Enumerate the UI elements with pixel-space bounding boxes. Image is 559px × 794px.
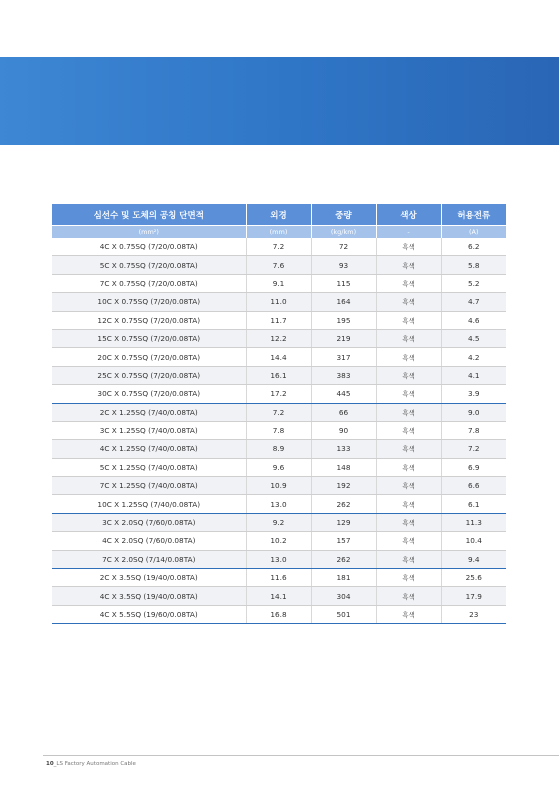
allowable-current-cell: 7.8	[441, 421, 506, 439]
color-cell: 흑색	[376, 274, 441, 292]
unit-cross-section: (mm²)	[52, 226, 246, 239]
cross-section-cell: 12C X 0.75SQ (7/20/0.08TA)	[52, 311, 246, 329]
outer-diameter-cell: 11.7	[246, 311, 311, 329]
allowable-current-cell: 5.8	[441, 256, 506, 274]
table-body	[52, 238, 506, 624]
table-row	[52, 477, 506, 495]
table-row	[52, 403, 506, 421]
outer-diameter-cell: 7.8	[246, 421, 311, 439]
color-cell: 흑색	[376, 311, 441, 329]
weight-cell: 157	[311, 532, 376, 550]
color-cell: 흑색	[376, 550, 441, 568]
color-cell: 흑색	[376, 513, 441, 531]
allowable-current-cell: 25.6	[441, 569, 506, 587]
table-row	[52, 550, 506, 568]
weight-cell: 133	[311, 440, 376, 458]
outer-diameter-cell: 17.2	[246, 385, 311, 403]
header-allowable-current: 허용전류	[441, 204, 506, 226]
table-row	[52, 421, 506, 439]
header-cross-section: 심선수 및 도체의 공칭 단면적	[52, 204, 246, 226]
weight-cell: 72	[311, 238, 376, 256]
color-cell: 흑색	[376, 532, 441, 550]
color-cell: 흑색	[376, 421, 441, 439]
cross-section-cell: 7C X 0.75SQ (7/20/0.08TA)	[52, 274, 246, 292]
cable-spec-table	[52, 204, 506, 624]
cross-section-cell: 15C X 0.75SQ (7/20/0.08TA)	[52, 329, 246, 347]
table-row	[52, 311, 506, 329]
table-row	[52, 440, 506, 458]
outer-diameter-cell: 7.6	[246, 256, 311, 274]
weight-cell: 148	[311, 458, 376, 476]
table-row	[52, 513, 506, 531]
allowable-current-cell: 9.4	[441, 550, 506, 568]
color-cell: 흑색	[376, 458, 441, 476]
table-units-row	[52, 226, 506, 239]
allowable-current-cell: 4.5	[441, 329, 506, 347]
color-cell: 흑색	[376, 385, 441, 403]
header-outer-diameter: 외경	[246, 204, 311, 226]
cross-section-cell: 5C X 0.75SQ (7/20/0.08TA)	[52, 256, 246, 274]
header-color: 색상	[376, 204, 441, 226]
weight-cell: 262	[311, 495, 376, 513]
outer-diameter-cell: 9.1	[246, 274, 311, 292]
color-cell: 흑색	[376, 256, 441, 274]
cross-section-cell: 3C X 2.0SQ (7/60/0.08TA)	[52, 513, 246, 531]
table-row	[52, 274, 506, 292]
allowable-current-cell: 4.6	[441, 311, 506, 329]
table-row	[52, 587, 506, 605]
outer-diameter-cell: 11.6	[246, 569, 311, 587]
allowable-current-cell: 4.1	[441, 366, 506, 384]
weight-cell: 181	[311, 569, 376, 587]
allowable-current-cell: 23	[441, 605, 506, 623]
outer-diameter-cell: 16.1	[246, 366, 311, 384]
header-banner	[0, 57, 559, 145]
outer-diameter-cell: 9.2	[246, 513, 311, 531]
table-row	[52, 293, 506, 311]
allowable-current-cell: 4.7	[441, 293, 506, 311]
allowable-current-cell: 6.1	[441, 495, 506, 513]
allowable-current-cell: 17.9	[441, 587, 506, 605]
color-cell: 흑색	[376, 440, 441, 458]
color-cell: 흑색	[376, 348, 441, 366]
allowable-current-cell: 11.3	[441, 513, 506, 531]
allowable-current-cell: 6.9	[441, 458, 506, 476]
color-cell: 흑색	[376, 477, 441, 495]
allowable-current-cell: 9.0	[441, 403, 506, 421]
weight-cell: 115	[311, 274, 376, 292]
color-cell: 흑색	[376, 366, 441, 384]
color-cell: 흑색	[376, 569, 441, 587]
cross-section-cell: 5C X 1.25SQ (7/40/0.08TA)	[52, 458, 246, 476]
allowable-current-cell: 3.9	[441, 385, 506, 403]
table-row	[52, 256, 506, 274]
color-cell: 흑색	[376, 587, 441, 605]
outer-diameter-cell: 13.0	[246, 550, 311, 568]
table-row	[52, 532, 506, 550]
color-cell: 흑색	[376, 293, 441, 311]
weight-cell: 445	[311, 385, 376, 403]
table-row	[52, 366, 506, 384]
cross-section-cell: 3C X 1.25SQ (7/40/0.08TA)	[52, 421, 246, 439]
weight-cell: 90	[311, 421, 376, 439]
unit-weight: (kg/km)	[311, 226, 376, 239]
outer-diameter-cell: 14.4	[246, 348, 311, 366]
cross-section-cell: 10C X 0.75SQ (7/20/0.08TA)	[52, 293, 246, 311]
cross-section-cell: 4C X 2.0SQ (7/60/0.08TA)	[52, 532, 246, 550]
outer-diameter-cell: 14.1	[246, 587, 311, 605]
cross-section-cell: 20C X 0.75SQ (7/20/0.08TA)	[52, 348, 246, 366]
weight-cell: 262	[311, 550, 376, 568]
allowable-current-cell: 10.4	[441, 532, 506, 550]
allowable-current-cell: 6.2	[441, 238, 506, 256]
cross-section-cell: 25C X 0.75SQ (7/20/0.08TA)	[52, 366, 246, 384]
outer-diameter-cell: 11.0	[246, 293, 311, 311]
unit-color: -	[376, 226, 441, 239]
outer-diameter-cell: 13.0	[246, 495, 311, 513]
weight-cell: 192	[311, 477, 376, 495]
page-footer	[46, 761, 136, 767]
footer-caption: _LS Factory Automation Cable	[53, 761, 136, 767]
unit-allowable-current: (A)	[441, 226, 506, 239]
table-row	[52, 495, 506, 513]
outer-diameter-cell: 10.2	[246, 532, 311, 550]
table-row	[52, 238, 506, 256]
color-cell: 흑색	[376, 329, 441, 347]
outer-diameter-cell: 12.2	[246, 329, 311, 347]
table-row	[52, 605, 506, 623]
cross-section-cell: 2C X 3.5SQ (19/40/0.08TA)	[52, 569, 246, 587]
color-cell: 흑색	[376, 238, 441, 256]
table-row	[52, 385, 506, 403]
cross-section-cell: 4C X 1.25SQ (7/40/0.08TA)	[52, 440, 246, 458]
table-row	[52, 458, 506, 476]
weight-cell: 66	[311, 403, 376, 421]
weight-cell: 317	[311, 348, 376, 366]
weight-cell: 164	[311, 293, 376, 311]
color-cell: 흑색	[376, 495, 441, 513]
allowable-current-cell: 6.6	[441, 477, 506, 495]
outer-diameter-cell: 9.6	[246, 458, 311, 476]
color-cell: 흑색	[376, 605, 441, 623]
weight-cell: 219	[311, 329, 376, 347]
cross-section-cell: 4C X 3.5SQ (19/40/0.08TA)	[52, 587, 246, 605]
cross-section-cell: 7C X 2.0SQ (7/14/0.08TA)	[52, 550, 246, 568]
weight-cell: 129	[311, 513, 376, 531]
table-row	[52, 569, 506, 587]
table-row	[52, 348, 506, 366]
outer-diameter-cell: 10.9	[246, 477, 311, 495]
allowable-current-cell: 7.2	[441, 440, 506, 458]
allowable-current-cell: 4.2	[441, 348, 506, 366]
weight-cell: 195	[311, 311, 376, 329]
weight-cell: 383	[311, 366, 376, 384]
cross-section-cell: 4C X 0.75SQ (7/20/0.08TA)	[52, 238, 246, 256]
cross-section-cell: 30C X 0.75SQ (7/20/0.08TA)	[52, 385, 246, 403]
header-weight: 중량	[311, 204, 376, 226]
outer-diameter-cell: 16.8	[246, 605, 311, 623]
weight-cell: 93	[311, 256, 376, 274]
footer-divider	[43, 755, 559, 756]
cross-section-cell: 2C X 1.25SQ (7/40/0.08TA)	[52, 403, 246, 421]
allowable-current-cell: 5.2	[441, 274, 506, 292]
outer-diameter-cell: 7.2	[246, 403, 311, 421]
outer-diameter-cell: 8.9	[246, 440, 311, 458]
outer-diameter-cell: 7.2	[246, 238, 311, 256]
weight-cell: 501	[311, 605, 376, 623]
page-number: 10	[46, 761, 54, 767]
cross-section-cell: 4C X 5.5SQ (19/60/0.08TA)	[52, 605, 246, 623]
color-cell: 흑색	[376, 403, 441, 421]
table-header-row	[52, 204, 506, 226]
cross-section-cell: 7C X 1.25SQ (7/40/0.08TA)	[52, 477, 246, 495]
cross-section-cell: 10C X 1.25SQ (7/40/0.08TA)	[52, 495, 246, 513]
weight-cell: 304	[311, 587, 376, 605]
table-row	[52, 329, 506, 347]
unit-outer-diameter: (mm)	[246, 226, 311, 239]
